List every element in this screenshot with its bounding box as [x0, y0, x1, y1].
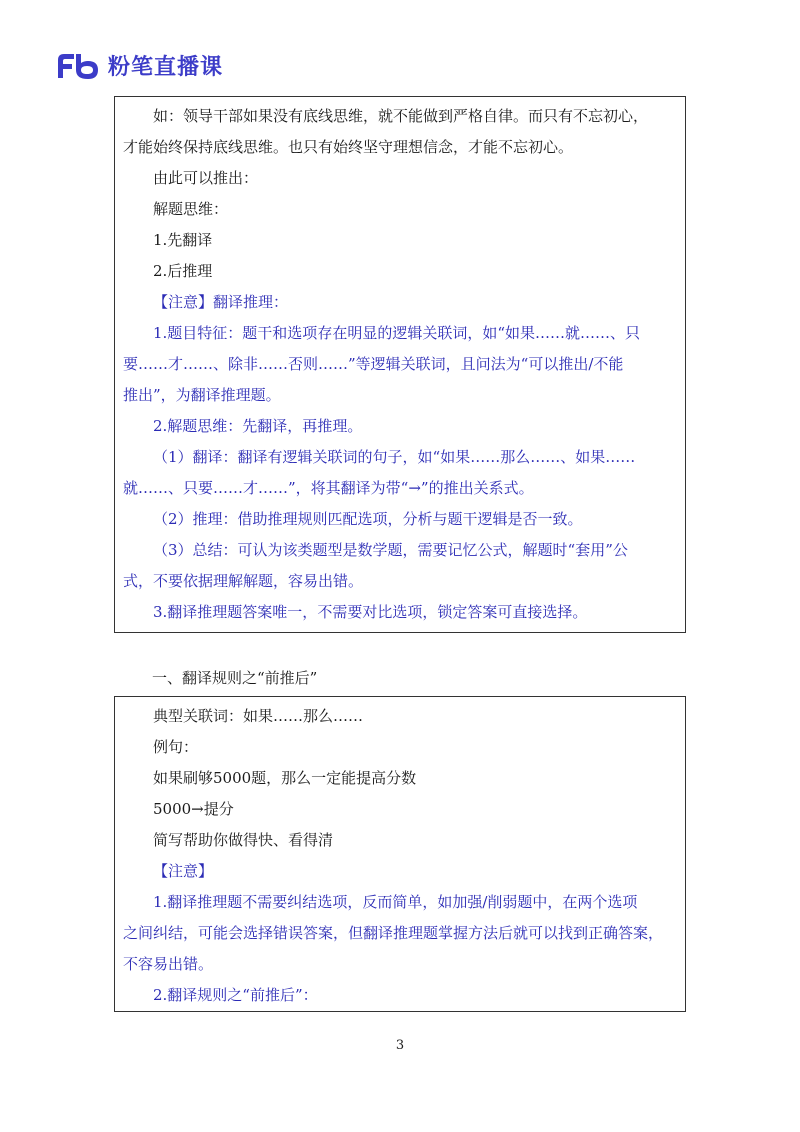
text-line: 【注意】翻译推理：: [153, 293, 289, 311]
text-line: 2.解题思维：先翻译，再推理。: [153, 417, 363, 435]
text-line: 不容易出错。: [123, 955, 214, 973]
text-line: 5000→提分: [153, 800, 234, 818]
text-line: 典型关联词：如果……那么……: [153, 707, 364, 725]
text-line: 1.翻译推理题不需要纠结选项，反而简单，如加强/削弱题中，在两个选项: [153, 893, 638, 911]
text-line: 才能始终保持底线思维。也只有始终坚守理想信念，才能不忘初心。: [123, 138, 574, 156]
text-line: 2.翻译规则之“前推后”：: [153, 986, 318, 1004]
text-line: 3.翻译推理题答案唯一，不需要对比选项，锁定答案可直接选择。: [153, 603, 588, 621]
text-line: 解题思维：: [153, 200, 229, 218]
text-line: （3）总结：可认为该类题型是数学题，需要记忆公式，解题时“套用”公: [153, 541, 628, 559]
text-line: （1）翻译：翻译有逻辑关联词的句子，如“如果……那么……、如果……: [153, 448, 636, 466]
page-number: 3: [395, 1038, 405, 1053]
text-line: 简写帮助你做得快、看得清: [153, 831, 334, 849]
text-line: 【注意】: [153, 862, 214, 880]
text-line: （2）推理：借助推理规则匹配选项，分析与题干逻辑是否一致。: [153, 510, 583, 528]
text-line: 2.后推理: [153, 262, 213, 280]
text-line: 如：领导干部如果没有底线思维，就不能做到严格自律。而只有不忘初心，: [153, 107, 649, 125]
section-heading: 一、翻译规则之“前推后”: [152, 669, 318, 687]
brand-logo: [56, 50, 223, 81]
text-line: 要……才……、除非……否则……”等逻辑关联词，且问法为“可以推出/不能: [123, 355, 624, 373]
fb-logo-icon: [56, 52, 100, 80]
content-box-1: [114, 96, 686, 633]
content-box-2: [114, 696, 686, 1012]
text-line: 就……、只要……才……”，将其翻译为带“→”的推出关系式。: [123, 479, 534, 497]
text-line: 之间纠结，可能会选择错误答案，但翻译推理题掌握方法后就可以找到正确答案，: [123, 924, 664, 942]
text-line: 1.题目特征：题干和选项存在明显的逻辑关联词，如“如果……就……、只: [153, 324, 640, 342]
text-line: 1.先翻译: [153, 231, 213, 249]
text-line: 推出”，为翻译推理题。: [123, 386, 281, 404]
text-line: 式，不要依据理解解题，容易出错。: [123, 572, 364, 590]
text-line: 由此可以推出：: [153, 169, 259, 187]
text-line: 例句：: [153, 738, 199, 756]
text-line: 如果刷够5000题，那么一定能提高分数: [153, 769, 417, 787]
brand-name: 粉笔直播课: [108, 55, 224, 80]
